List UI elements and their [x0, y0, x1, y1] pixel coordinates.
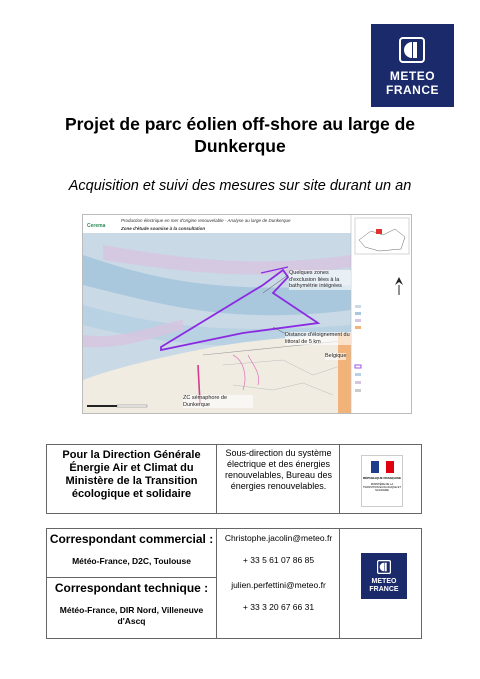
map-subheader: Zone d'étude soumise à la consultation: [121, 226, 206, 231]
map-graphic: [83, 215, 412, 414]
technique-phone: + 33 3 20 67 66 31: [242, 602, 315, 612]
map-publisher: Cerema: [87, 223, 106, 229]
meteo-france-logo-small: [361, 553, 407, 599]
meteo-france-mark-icon: [399, 37, 425, 63]
map-annotation-distance: Distance d'éloignement du littoral de 5 km: [285, 332, 350, 345]
ministry-republic: RÉPUBLIQUE FRANÇAISE: [363, 476, 402, 480]
meteo-france-mark-icon: [377, 560, 391, 574]
ministry-cell: [341, 445, 421, 513]
map-annotation-exclusion: Quelques zones d'exclusion liées à la bathymétrie intégrées: [289, 270, 351, 290]
commercial-role: Correspondant commercial :: [49, 532, 214, 546]
technique-org: Météo-France, DIR Nord, Villeneuve d'Ascq: [59, 605, 204, 626]
ministry-logo: [361, 455, 403, 507]
logo-line-2: FRANCE: [369, 586, 399, 593]
commercial-email[interactable]: Christophe.jacolin@meteo.fr: [224, 533, 333, 543]
logo-line-1: METEO: [389, 69, 436, 83]
map-annotation-belgique: Belgique: [325, 353, 347, 359]
logo-line-2: FRANCE: [386, 83, 439, 97]
french-flag-icon: [371, 461, 394, 473]
commercial-phone: + 33 5 61 07 86 85: [242, 555, 315, 565]
map-annotation-semaphore: ZC sémaphore de Dunkerque: [183, 395, 253, 408]
client-organisation: Pour la Direction Générale Énergie Air et Climat du Ministère de la Transition écologique et solidaire: [47, 445, 217, 513]
study-zone-map: [82, 214, 412, 414]
client-box: [46, 444, 422, 514]
contacts-roles-column: [47, 529, 217, 638]
map-header: Production électrique en mer d'origine renouvelable - Analyse au large de Dunkerque: [121, 218, 291, 223]
commercial-org: Météo-France, D2C, Toulouse: [72, 556, 191, 566]
ministry-name: MINISTÈRE DE LA TRANSITION ÉCOLOGIQUE ET SOLIDAIRE: [363, 483, 401, 493]
contacts-box: [46, 528, 422, 639]
technique-email[interactable]: julien.perfettini@meteo.fr: [231, 580, 326, 590]
client-service: Sous-direction du système électrique et des énergies renouvelables, Bureau des énergies renouvelables.: [218, 445, 340, 513]
document-title: Projet de parc éolien off-shore au large de Dunkerque: [64, 114, 416, 156]
meteo-france-logo: [371, 24, 454, 107]
logo-line-1: METEO: [371, 578, 397, 585]
contacts-logo-cell: [341, 529, 421, 638]
document-subtitle: Acquisition et suivi des mesures sur site durant un an: [68, 178, 412, 194]
contacts-details-column: [218, 529, 340, 638]
technique-role: Correspondant technique :: [54, 581, 209, 595]
divider: [47, 577, 216, 578]
